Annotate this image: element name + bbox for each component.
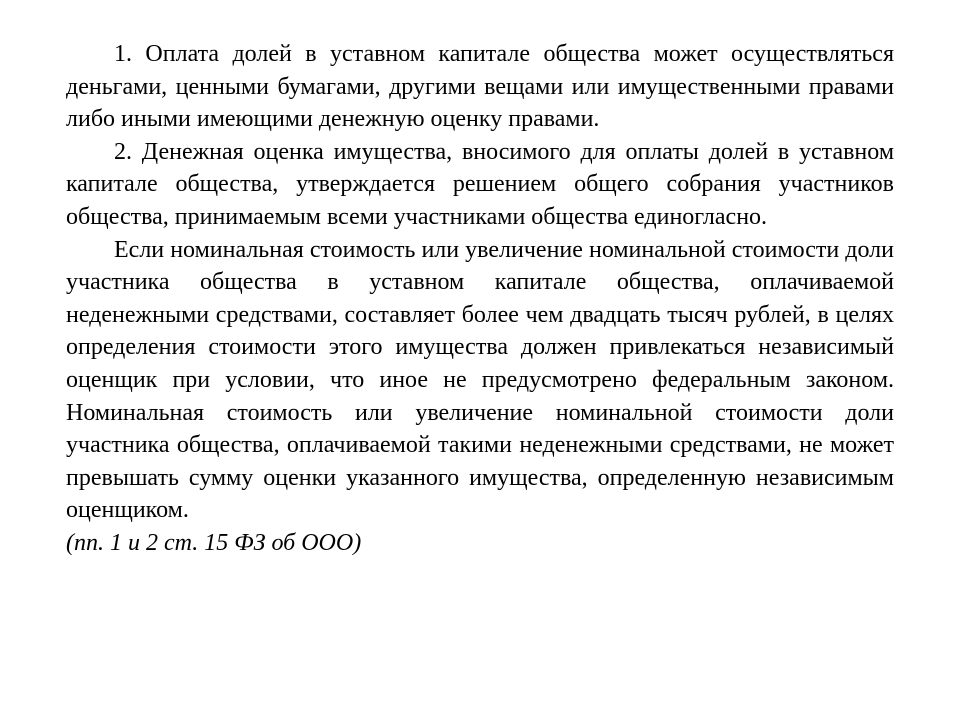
paragraph-3: Если номинальная стоимость или увеличение номинальной стоимости доли участника общества в уставном капитале общества, оплачиваемой неденежными средствами, составляет более чем двадцать тысяч рублей, в целях определения стоимости этого имущества должен привлекаться независимый оценщик при условии, что иное не предусмотрено федеральным законом. Номинальная стоимость или увеличение номинальной стоимости доли участника общества, оплачиваемой такими неденежными средствами, не может превышать сумму оценки указанного имущества, определенную независимым оценщиком. — [66, 236, 894, 524]
paragraph-2: 2. Денежная оценка имущества, вносимого для оплаты долей в уставном капитале общества, утверждается решением общего собрания участников общества, принимаемым всеми участниками общества единогласно. — [66, 138, 894, 230]
document-text-block — [66, 38, 894, 560]
citation-reference: (пп. 1 и 2 ст. 15 ФЗ об ООО) — [66, 529, 362, 556]
paragraph-1: 1. Оплата долей в уставном капитале общества может осуществляться деньгами, ценными бумагами, другими вещами или имущественными правами либо иными имеющими денежную оценку правами. — [66, 41, 894, 133]
